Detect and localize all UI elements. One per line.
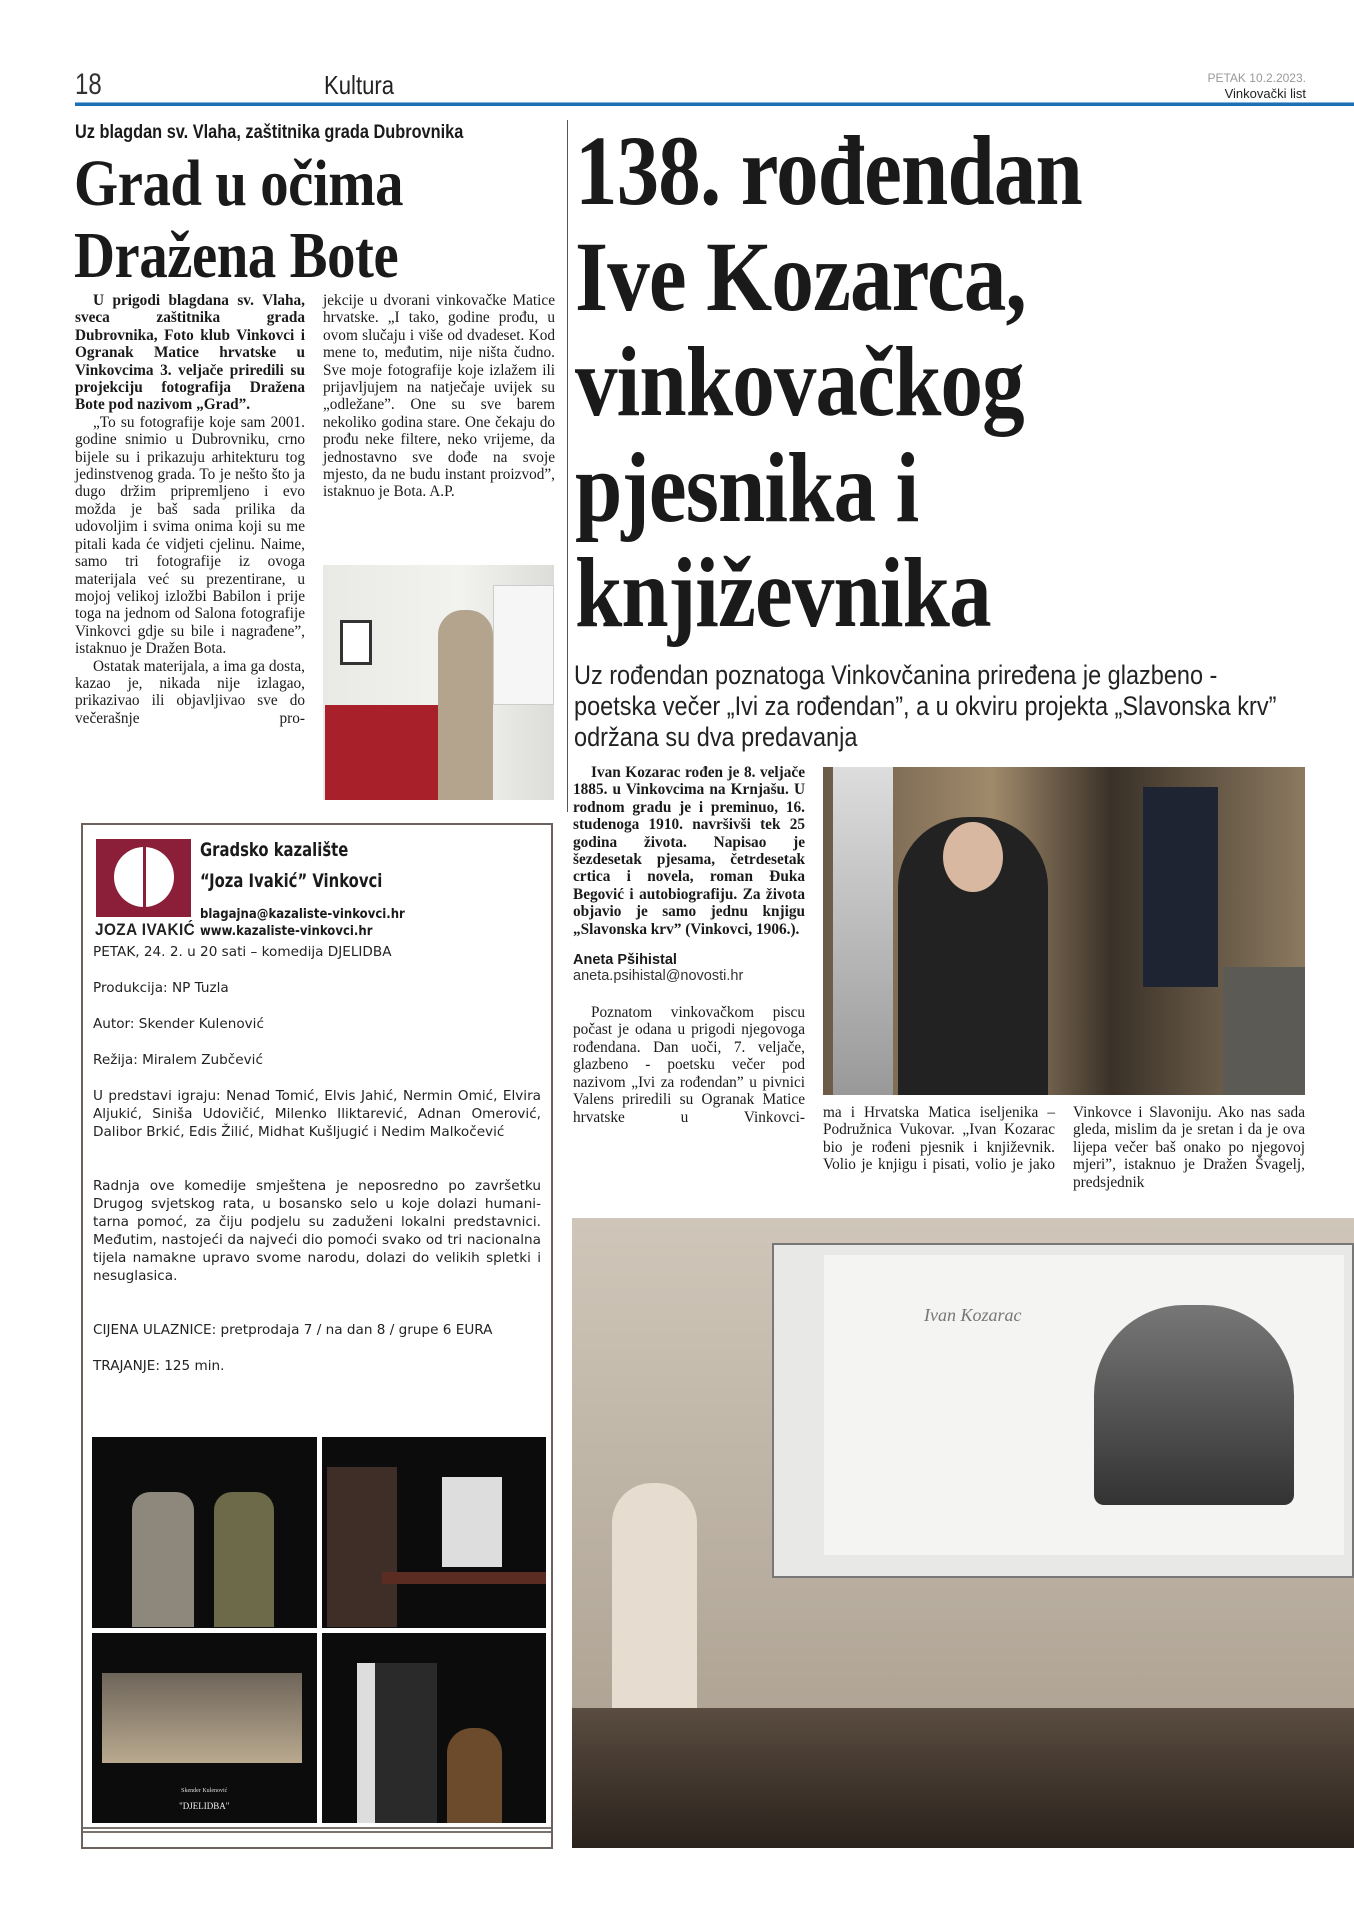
- headline-line: vinkovačkog: [575, 326, 1024, 437]
- article-headline: [74, 148, 521, 292]
- theatre-details: [93, 943, 541, 1375]
- duration-line: TRAJANJE: 125 min.: [93, 1358, 225, 1374]
- article-kicker: Uz blagdan sv. Vlaha, zaštitnika grada Dubrovnika: [75, 122, 464, 143]
- issue-date: PETAK 10.2.2023.: [1207, 71, 1306, 85]
- poster-author: Skender Kulenović: [181, 1787, 228, 1794]
- article-column: [823, 1104, 1055, 1174]
- page-number: 18: [75, 68, 102, 101]
- event-line: PETAK, 24. 2. u 20 sati – komedija DJELIDBA: [93, 944, 392, 960]
- article-column: [75, 292, 305, 727]
- author-line: Autor: Skender Kulenović: [93, 1016, 264, 1032]
- theatre-name-line: Gradsko kazalište: [200, 839, 349, 861]
- article-paragraph: Vinkovce i Slavoniju. Ako nas sada gleda, mislim da je sretan i da je ova lijepa večer baš onako po njegovoj mjeri”, istaknuo je Dražen Švagelj, predsjednik: [1073, 1104, 1305, 1191]
- article-column: [323, 292, 555, 501]
- box-double-rule: [83, 1827, 551, 1833]
- production-line: Produkcija: NP Tuzla: [93, 980, 229, 996]
- poster-title: "DJELIDBA": [179, 1800, 230, 1811]
- director-line: Režija: Miralem Zubčević: [93, 1052, 263, 1068]
- article-paragraph: ma i Hrvatska Matica iseljenika – Podružnica Vukovar. „Ivan Kozarac bio je rođeni pjesnik i književnik. Volio je knjigu i pisati, volio je jako: [823, 1104, 1055, 1174]
- author-email[interactable]: aneta.psihistal@novosti.hr: [573, 968, 744, 985]
- theatre-logo: [96, 839, 191, 917]
- play-photo: [92, 1437, 317, 1628]
- article-column: [1073, 1104, 1305, 1191]
- headline-line: 138. rođendan: [575, 115, 1082, 226]
- price-line: CIJENA ULAZNICE: pretprodaja 7 / na dan 8 / grupe 6 EURA: [93, 1322, 493, 1338]
- section-title: Kultura: [324, 70, 395, 100]
- header-rule: [75, 102, 1354, 106]
- theatre-masks-icon: [114, 847, 174, 907]
- main-headline: [575, 115, 1306, 648]
- column-divider: [567, 120, 568, 812]
- logo-text: JOZA IVAKIĆ: [95, 920, 196, 939]
- theatre-contact: [200, 906, 405, 940]
- article-paragraph: Ostatak materijala, a ima ga dosta, kazao je, nikada nije izlagao, prikazivao ili objavljivao sve do večerašnje pro-: [75, 657, 305, 727]
- theatre-name-line: “Joza Ivakić” Vinkovci: [200, 870, 383, 892]
- play-photo: [92, 1633, 317, 1824]
- headline-line: Grad u očima: [74, 147, 404, 220]
- photo-lecture: [572, 1218, 1354, 1848]
- synopsis: Radnja ove komedije smještena je neposredno po završetku Drugog svjetskog rata, u bosansko selo u koje dolazi humanitarna pomoć, za čiju podjelu su zaduženi lokalni predstavnici. Međutim, nastojeći da najveći dio pomoći svako od tri nacionalna tijela namakne upravo svome narodu, dolazi do velikih spletki i nesuglasica.: [93, 1178, 541, 1284]
- cast-line: U predstavi igraju: Nenad Tomić, Elvis Jahić, Nermin Omić, Elvira Aljukić, Siniša Udovičić, Milenko Iliktarević, Adnan Omerović, Dalibor Brkić, Edis Žilić, Midhat Kušljugić i Nedim Malkočević: [93, 1088, 541, 1140]
- red-table: [325, 705, 445, 800]
- article-paragraph: Poznatom vinkovačkom piscu počast je odana u prigodi njegovoga rođendana. Dan uoči, 7. veljače, glazbeno - poetsku večer pod nazivom „Ivi za rođendan” u pivnici Valens priredili su Ogranak Matice hrvatske u Vinkovci-: [573, 1004, 805, 1126]
- projection-screen: [493, 585, 554, 705]
- audience: [572, 1708, 1354, 1848]
- play-photos: [92, 1437, 546, 1823]
- article-lead: U prigodi blagdana sv. Vlaha, sveca zaštitnika grada Dubrovnika, Foto klub Vinkovci i Ogranak Matice hrvatske u Vinkovcima 3. veljače priredili su projekciju fotografija Dražena Bote pod nazivom „Grad”.: [75, 292, 305, 414]
- presenter: [438, 610, 493, 800]
- theatre-website[interactable]: www.kazaliste-vinkovci.hr: [200, 924, 373, 939]
- theatre-email[interactable]: blagajna@kazaliste-vinkovci.hr: [200, 907, 405, 922]
- photo-presenter: [323, 565, 554, 800]
- headline-line: književnika: [575, 537, 991, 648]
- main-subtitle: Uz rođendan poznatoga Vinkovčanina priređena je glazbeno - poetska večer „Ivi za rođendan”, a u okviru projekta „Slavonska krv” održana su dva predavanja: [574, 660, 1277, 752]
- article-column: [573, 764, 805, 1126]
- theatre-announcement: [81, 823, 553, 1849]
- newspaper-name: Vinkovački list: [1224, 86, 1306, 101]
- article-paragraph: jekcije u dvorani vinkovačke Matice hrvatske. „I tako, godine prođu, u ovom slučaju i više od dvadeset. Kod mene to, međutim, nije ništa čudno. Sve moje fotografije koje izlažem ili prijavljujem na natječaje uvijek su „odležane”. One su sve barem nekoliko godina stare. One čekaju do prođu neke filtere, neko vrijeme, da jednostavno sve dođe na svoje mjesto, da ne budu instant proizvod”, istaknuo je Bota. A.P.: [323, 292, 555, 501]
- photo-evening-event: [823, 767, 1305, 1095]
- play-photo: [322, 1633, 547, 1824]
- theatre-name: [200, 835, 382, 897]
- projection-screen: [772, 1243, 1354, 1578]
- slide-title: Ivan Kozarac: [924, 1305, 1022, 1325]
- play-photo: [322, 1437, 547, 1628]
- headline-line: Dražena Bote: [74, 219, 399, 292]
- portrait-frame: [340, 620, 372, 665]
- headline-line: pjesnika i: [575, 431, 919, 543]
- article-lead: Ivan Kozarac rođen je 8. veljače 1885. u Vinkovcima na Krnjašu. U rodnom gradu je i preminuo, 16. studenoga 1910. navršivši tek 25 godina života. Napisao je šezdesetak pjesama, četrdesetak crtica i novela, roman Đuka Begović i autobiografiju. Za života objavio je samo jednu knjigu „Slavonska krv” (Vinkovci, 1906.).: [573, 764, 805, 938]
- author-name: Aneta Pšihistal: [573, 952, 677, 969]
- headline-line: Ive Kozarca,: [575, 220, 1026, 332]
- article-paragraph: „To su fotografije koje sam 2001. godine snimio u Dubrovniku, crno bijele su i prikazuju arhitekturu tog jedinstvenog grada. To je nešto što ja dugo držim pripremljeno i evo možda je baš sada prilika da udovoljim i svima onima koji su me pitali kada će vidjeti cjelinu. Naime, samo tri fotografije iz ovoga materijala već su prezentirane, u mojoj velikoj izložbi Babilon i prije toga na jednom od Salona fotografije Vinkovci gdje su bile i nagrađene”, istaknuo je Dražen Bota.: [75, 413, 305, 658]
